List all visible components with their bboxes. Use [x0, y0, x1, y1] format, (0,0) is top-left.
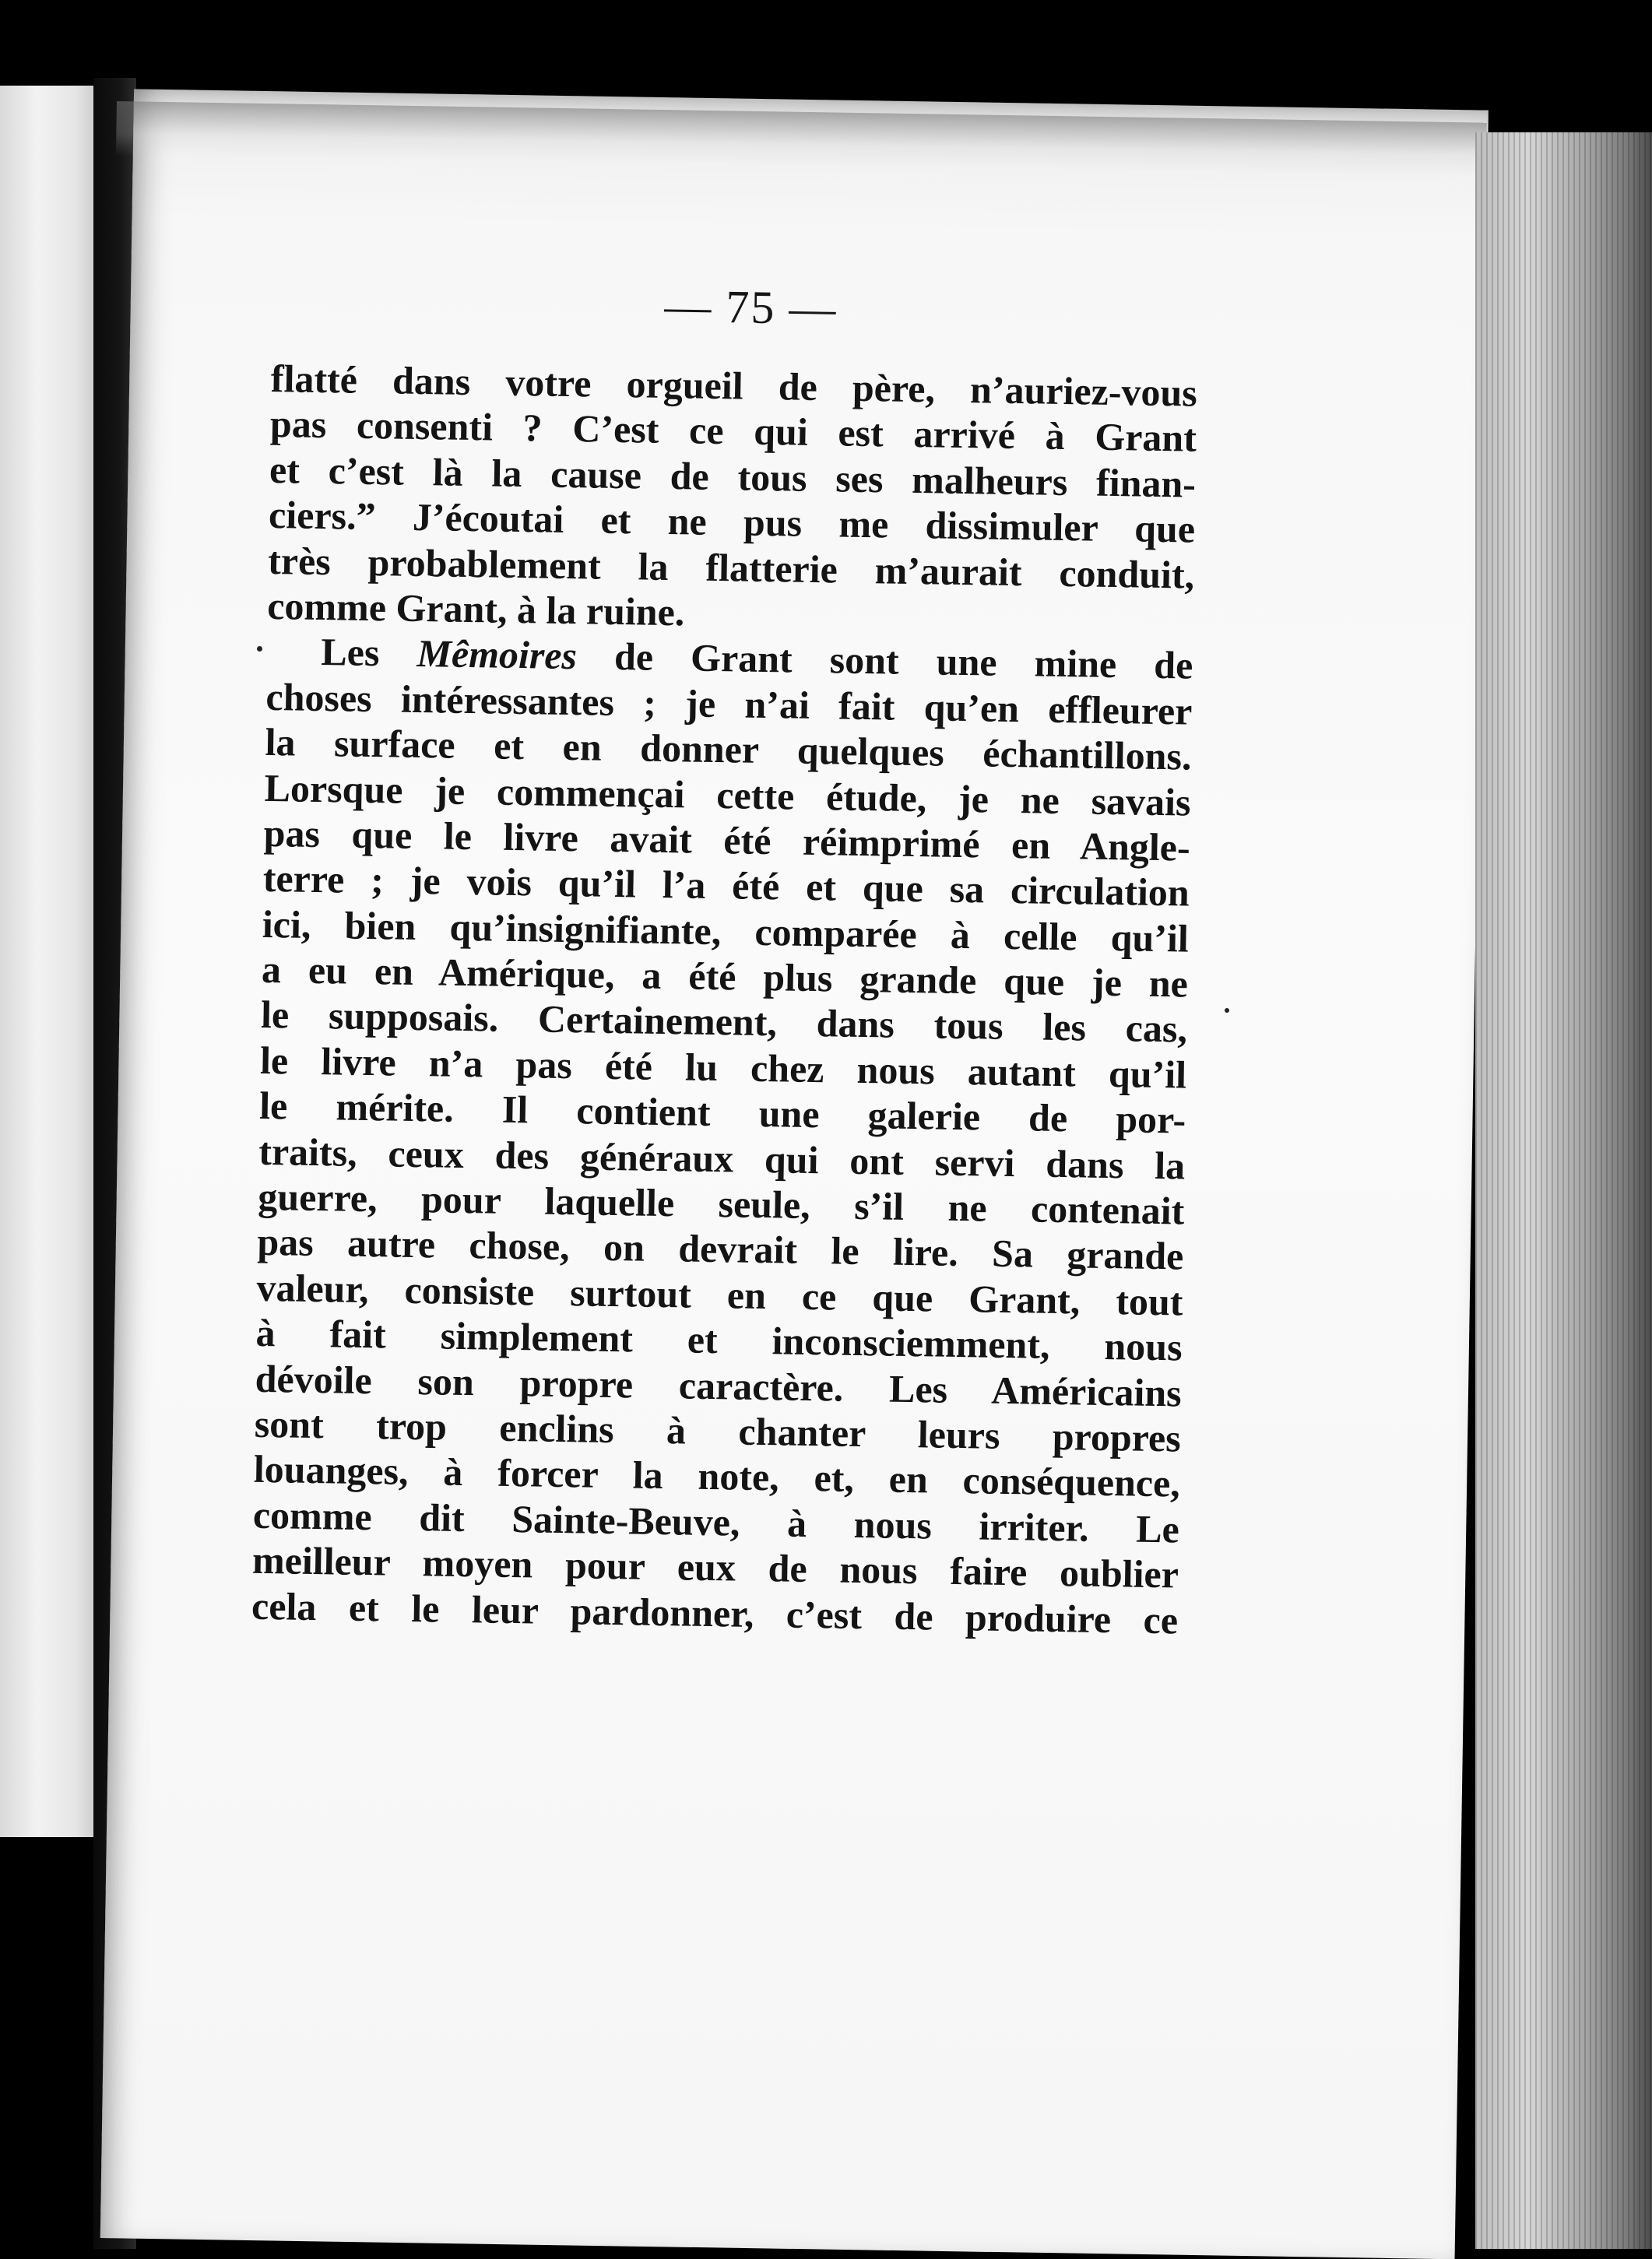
- text-line: a eu en Amérique, a été plus grande que je ne: [261, 947, 1189, 1006]
- page-fore-edge: [1475, 132, 1652, 2249]
- text-line: pas autre chose, on devrait le lire. Sa grande: [257, 1220, 1184, 1278]
- text-line: flatté dans votre orgueil de père, n’auriez-vous: [270, 356, 1198, 415]
- text-line: Lorsque je commençai cette étude, je ne savais: [264, 765, 1191, 824]
- text-line: meilleur moyen pour eux de nous faire oublier: [251, 1537, 1179, 1597]
- text-line: sont trop enclins à chanter leurs propres: [254, 1401, 1182, 1460]
- text-line: le livre n’a pas été lu chez nous autant qu’il: [259, 1038, 1187, 1097]
- text-line: dévoile son propre caractère. Les Américains: [255, 1356, 1183, 1415]
- scan-speck: [257, 646, 262, 652]
- text-line: à fait simplement et inconsciemment, nous: [255, 1311, 1183, 1369]
- scan-speck: [1225, 1008, 1229, 1013]
- text-line: comme dit Sainte-Beuve, à nous irriter. Le: [252, 1492, 1180, 1551]
- text-line: et c’est là la cause de tous ses malheurs finan-: [269, 447, 1197, 506]
- text-line: pas consenti ? C’est ce qui est arrivé à Grant: [269, 402, 1197, 461]
- text-line: traits, ceux des généraux qui ont servi dans la: [258, 1129, 1186, 1188]
- text-line: louanges, à forcer la note, et, en conséquence,: [253, 1447, 1181, 1505]
- opposite-page-edge: [0, 86, 93, 1837]
- text-fragment: de Grant sont une mine de: [576, 634, 1193, 687]
- text-line: comme Grant, à la ruine.: [266, 583, 685, 634]
- text-line: cela et le leur pardonner, c’est de produire ce: [251, 1583, 1179, 1642]
- text-line: la surface et en donner quelques échantillons.: [265, 720, 1192, 778]
- text-fragment: Les: [320, 630, 417, 676]
- page-number: — 75 —: [663, 279, 838, 335]
- text-line: terre ; je vois qu’il l’a été et que sa circulation: [262, 856, 1190, 915]
- text-line: valeur, consiste surtout en ce que Grant, tout: [256, 1265, 1183, 1324]
- text-line: ici, bien qu’insignifiante, comparée à celle qu’il: [262, 901, 1190, 961]
- text-line: guerre, pour laquelle seule, s’il ne contenait: [257, 1174, 1185, 1233]
- page-text-block: [251, 276, 1199, 1642]
- text-line: choses intéressantes ; je n’ai fait qu’en effleurer: [265, 674, 1193, 733]
- book-title-italic: Mêmoires: [417, 631, 578, 678]
- text-line: pas que le livre avait été réimprimé en Angle-: [263, 810, 1191, 870]
- text-line: le supposais. Certainement, dans tous les cas,: [260, 992, 1188, 1052]
- text-line: le mérite. Il contient une galerie de por-: [258, 1084, 1186, 1142]
- text-line: très probablement la flatterie m’aurait conduit,: [267, 538, 1195, 597]
- text-line: ciers.” J’écoutai et ne pus me dissimuler que: [268, 493, 1196, 551]
